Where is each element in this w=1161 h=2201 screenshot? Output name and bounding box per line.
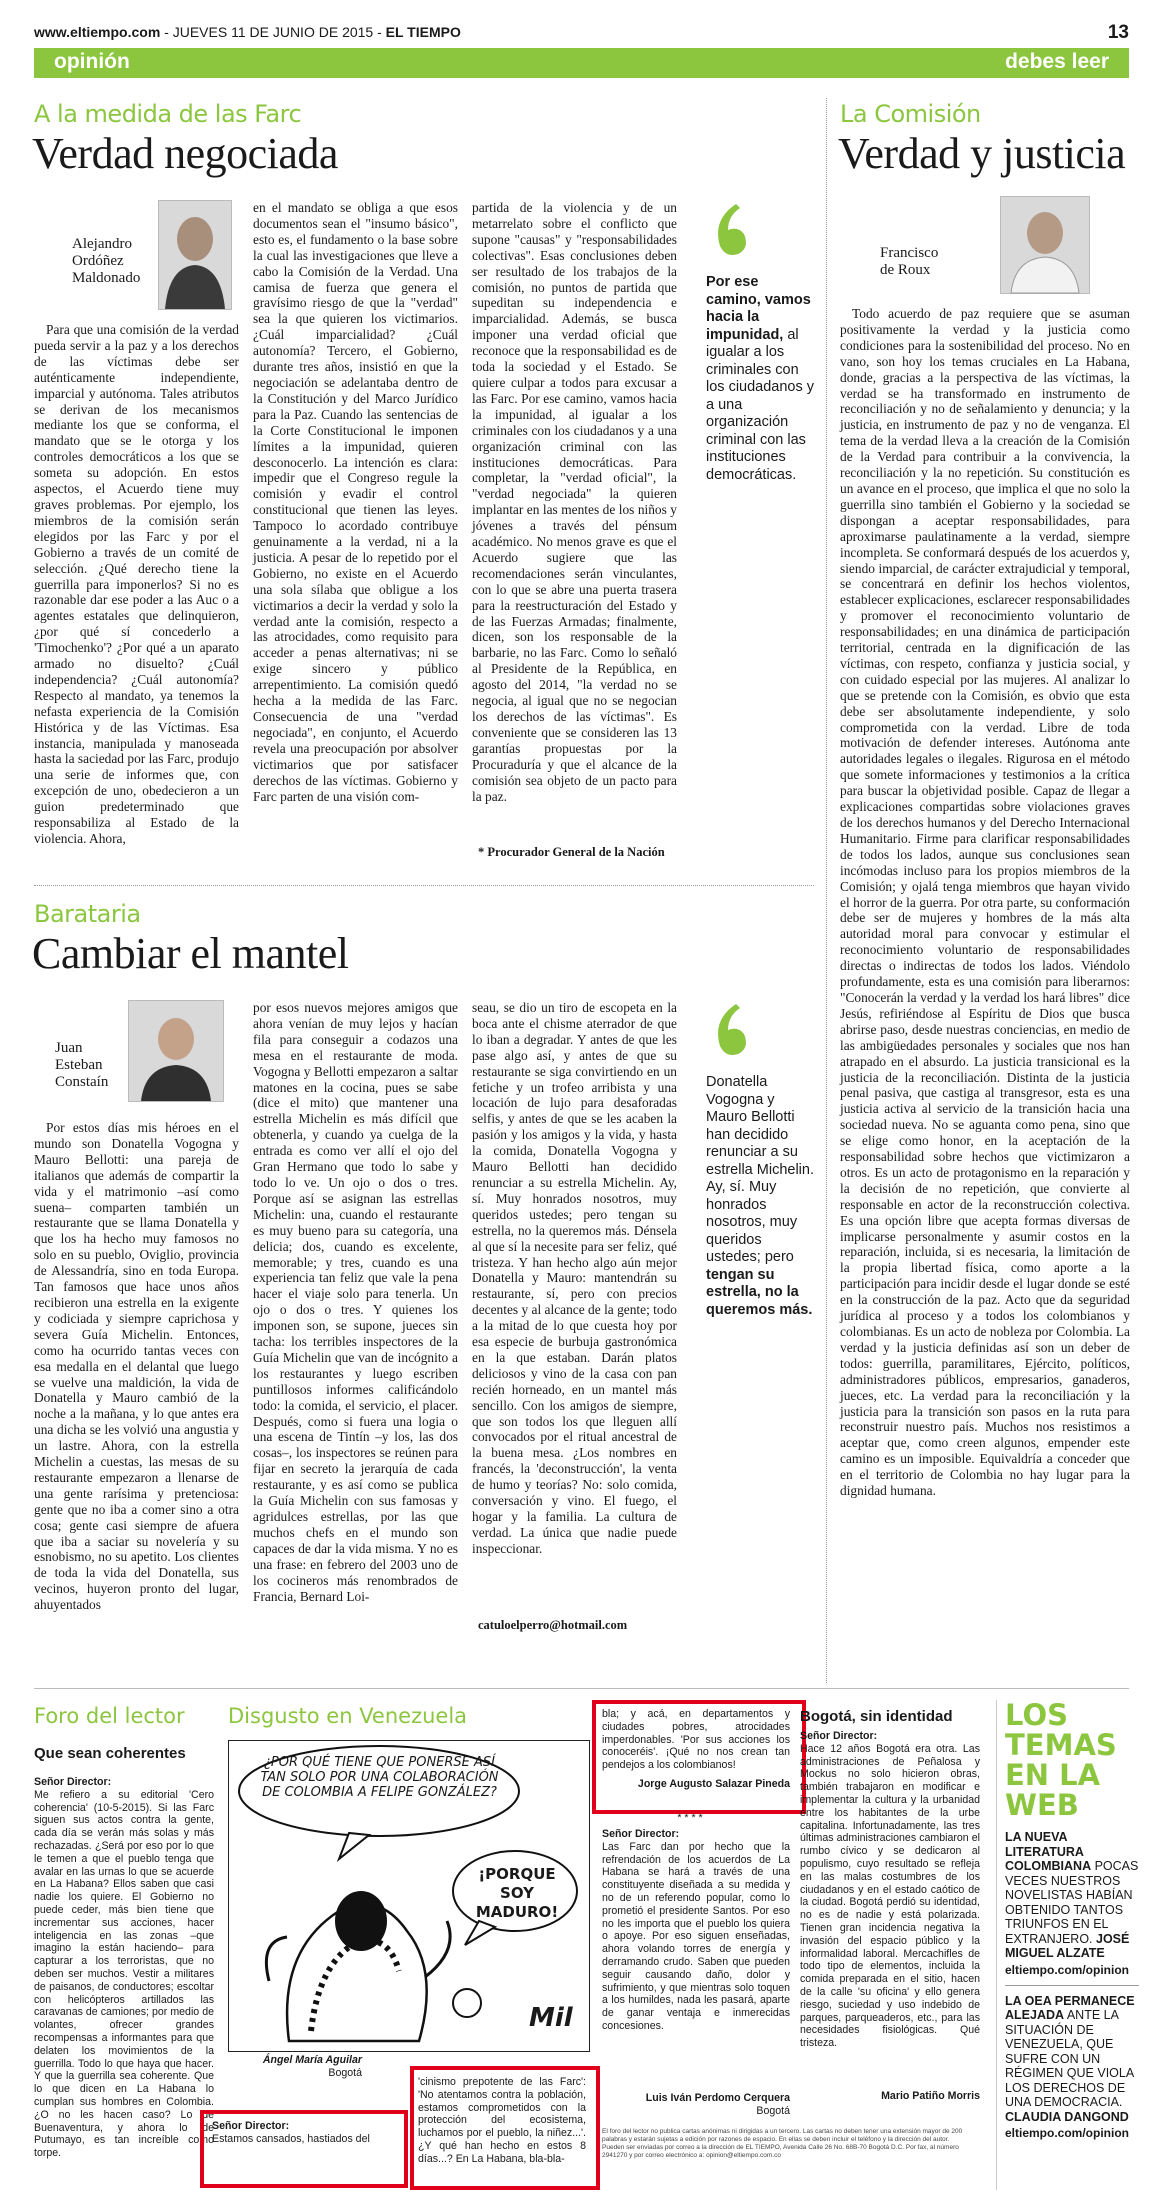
- quote-mark-icon: [706, 1000, 752, 1058]
- signer-name: Jorge Augusto Salazar Pineda: [637, 1777, 790, 1790]
- author-line: Juan: [55, 1040, 83, 1056]
- article3-quote: [706, 1000, 816, 1319]
- author-line: de Roux: [880, 262, 931, 278]
- section-bar: [34, 48, 1129, 78]
- web-link[interactable]: eltiempo.com/opinion: [1005, 1962, 1130, 1977]
- cartoon-title: Disgusto en Venezuela: [228, 1704, 468, 1728]
- author-line: Maldonado: [72, 270, 141, 286]
- author-photo: [128, 1000, 224, 1102]
- article3-kicker: Barataria: [34, 900, 141, 928]
- article3-author: [55, 1040, 135, 1091]
- cartoon: [228, 1740, 590, 2052]
- article3-email[interactable]: catuloelperro@hotmail.com: [478, 1618, 628, 1632]
- web-box: [996, 1700, 1139, 2190]
- issue-date: - JUEVES 11 DE JUNIO DE 2015 -: [160, 24, 386, 40]
- bogota-signer: Mario Patiño Morris: [881, 2090, 980, 2102]
- page-number: 13: [1107, 22, 1129, 43]
- bogota-title: Bogotá, sin identidad: [800, 1708, 953, 1725]
- author-line: Constaín: [55, 1074, 109, 1090]
- bogota-letter: [800, 1730, 980, 2060]
- article3-title: Cambiar el mantel: [32, 929, 349, 978]
- paper-name: EL TIEMPO: [385, 24, 461, 40]
- quote-text: Donatella Vogogna y Mauro Bellotti han decidido renunciar a su estrella Michelin. Ay, sí. Muy honrados nosotros, muy queridos ustedes; pero tengan su estrella, no la queremos más.: [706, 1074, 814, 1318]
- web-item-oea[interactable]: LA OEA PERMANECE ALEJADA ANTE LA SITUACIÓN DE VENEZUELA, QUE SUFRE CON UN RÉGIMEN QUE VIOLA LOS DERECHOS DE UNA DEMOCRACIA. CLAUDIA DANGOND: [1005, 1993, 1135, 2124]
- letter-text: Las Farc dan por hecho que la refrendación de los acuerdos de La Habana se hará a través de una constituyente diseñada a su medida y no de un referendo popular, como lo prometió el presidente Santos. Por eso no les importa que el pueblo los quiera o apoye. Por eso siguen enseñadas, ahora volando torres de energía y derramando crudo. Saben que pueden seguir causando daño, dolor y sufrimiento, y que mientras solo toquen a los humildes, nada les pasará, aparte de ganar ventaja e inmerecidas concesiones.: [602, 1840, 790, 2032]
- article3-col1: Por estos días mis héroes en el mundo son Donatella Vogogna y Mauro Bellotti: una pareja de italianos que además de compartir la vida y el matrimonio –así como suena– comparten también un restaurante que se llama Donatella y que los ha hecho muy famosos no solo en su pueblo, Oviglio, provincia de Alessandría, sino en toda Europa. Tan famosos que hace unos años recibieron una estrella en la exigente y codiciada y siempre caprichosa y severa Guía Michelin. Entonces, como ha ocurrido tantas veces con esa medalla en el delantal que luego se vuelve una maldición, la vida de Donatella y Mauro cambió de la noche a la mañana, y lo que antes era una dicha se les volvió una angustia y un lastre. Ahora, con la estrella Michelin a cuestas, las mesas de su restaurante empezaron a llenarse de una gente rarísima y pretenciosa: gente que no iba a comer sino a otra cosa; gente casi siempre de afuera que iba a saciar su novelería y su esnobismo, no su apetito. Los clientes de toda la vida del Donatella, sus vecinos, huyeron pronto del lugar, ahuyentados: [34, 1120, 239, 1613]
- letter-start: [212, 2120, 397, 2146]
- foro-subtitle: Que sean coherentes: [34, 1745, 186, 1762]
- cartoon-bubble-2: ¡PORQUE SOY MADURO!: [475, 1865, 559, 1921]
- letter-farc: [602, 1828, 790, 2088]
- column-divider: [826, 98, 827, 1683]
- salutation: Señor Director:: [34, 1776, 112, 1788]
- article2-title: Verdad y justicia: [838, 129, 1126, 178]
- letter-ending: bla; y acá, en departamentos y ciudades pobres, atrocidades imperdonables. 'Por sus acciones los conoceréis'. ¡Qué no nos crean tan pendejos a los colombianos! Jorge Augusto Salazar Pineda: [602, 1708, 790, 1790]
- salutation: Señor Director:: [800, 1730, 878, 1742]
- article2-body: Todo acuerdo de paz requiere que se asuman positivamente la verdad y la justicia como condiciones para la sostenibilidad del proceso. No en vano, son hoy los temas cruciales en La Habana, donde, gracias a la perspectiva de las víctimas, la verdad se ha transformado en instrumento de reconciliación y no de señalamiento y denuncia; y la justicia, en instrumento de paz y no de venganza. El tema de la verdad lleva a la creación de la Comisión de la Verdad para contribuir a la convivencia, la reconciliación y la no repetición. Su constitución es un avance en el proceso, que implica el que no solo la guerrilla sino también el Gobierno y la sociedad se dispongan a aceptar responsabilidades, para aproximarse paulatinamente a la verdad, siempre incompleta. Se conformará después de los acuerdos y, siendo imparcial, de carácter extrajudicial y temporal, se concentrará en definir los hechos violentos, establecer explicaciones, esclarecer responsabilidades y promover el reconocimiento voluntario de responsabilidades; en una dinámica de participación territorial, centrada en la dignificación de las víctimas, con respeto, confianza y justicia social, y con cuidado especial por las mujeres. Al analizar lo que se pretende con la Comisión, es obvio que esta debe ser absolutamente independiente, y solo comprometida con la verdad. Libre de toda motivación de defender intereses. Autónoma ante autoridades legales o ilegales. Rigurosa en el método que somete informaciones y testimonios a la crítica para buscar la objetividad posible. Capaz de llegar a explicaciones compartidas sobre violaciones graves de los derechos humanos y del Derecho Internacional Humanitario. Firme para clarificar responsabilidades de todos los lados, aunque sus conclusiones sean incómodas incluso para los propios miembros de la Comisión; y ojalá tenga miembros que hayan vivido el horror de la guerra. Por otra parte, su conformación debe ser de mujeres y hombres de la más alta autoridad moral para convocar y estimular el reconocimiento voluntario de responsabilidades directas o indirectas de todos los lados. Viéndolo profundamente, esta es una comisión para liberarnos: "Conocerán la verdad y la verdad los hará libres" dice Jesús, refiriéndose al Espíritu de Dios que busca abrirse paso, desde nuestras conciencias, en medio de las ambigüedades personales y sociales que nos han atrapado en el absurdo. La justicia transicional es la justicia de la reconciliación. Distinta de la justicia penal pasiva, que castiga al transgresor, esta es una justicia activa al servicio de la transición hacia una sociedad nueva. No se aguanta como pena, sino que se elige como honor, en la aceptación de la responsabilidad sobre hechos que victimizaron a otros. Es un acto de protagonismo en la reparación y la decisión de no repetición, que convierte al responsable en actor de la reconstrucción colectiva. Es una opción libre que acepta formas diversas de implicarse personalmente y asumir costos en la reparación, incluida, si es necesaria, la limitación de la propia libertad física, como aporte a la participación para incidir desde el lugar donde se esté en la construcción de la paz. Acto que da seguridad jurídica al proceso y a todos los colombianos y colombianas. Es un acto de nobleza por Colombia. La verdad y la justicia definidas así son un deber de todos: guerrilla, paramilitares, Ejército, políticos, administradores públicos, empresarios, ganaderos, jueces, etc. La verdad para la reconciliación y la justicia para la transición son pasos en la ruta para reconstruir nuestro país. Muchos nos resistimos a aceptar que, como creen algunos, empender este camino es un imposible. Equivaldría a conceder que en el territorio de Colombia no hay lugar para la dignidad humana.: [840, 306, 1130, 1499]
- salutation: Señor Director:: [212, 2120, 290, 2132]
- cartoon-signature: Mil: [529, 2003, 573, 2033]
- author-line: Esteban: [55, 1057, 103, 1073]
- signer-name: Ángel María Aguilar: [262, 2054, 362, 2066]
- quote-text: Por ese camino, vamos hacia la impunidad, al igualar a los criminales con los ciudadanos y a una organización criminal con las instituciones democráticas.: [706, 274, 815, 483]
- section-label: opinión: [54, 50, 130, 73]
- article3-col2: por esos nuevos mejores amigos que ahora venían de muy lejos y hacían fila para conseguir a codazos una mesa en el restaurante de moda. Vogogna y Bellotti empezaron a saltar matones en la cocina, pues se sabe (dice el mito) que mantener una estrella Michelin es más difícil que obtenerla, y cuando ya cuelga de la entrada es como ver allí el ojo del Gran Hermano que todo lo sabe y todo lo ve. Un ojo o dos o tres. Porque así se asignan las estrellas Michelin: una, cuando el restaurante es muy bueno para su categoría, una delicia; dos, cuando es excelente, memorable; y tres, cuando es una experiencia tan feliz que vale la pena hacer el viaje solo para tenerla. Un ojo o dos o tres. Y quienes los imponen son, se supone, jueces sin tacha: los terribles inspectores de la Guía Michelin que van de incógnito a los restaurantes y luego escriben puntillosos informes calificándolo todo: la comida, el servicio, el placer. Después, como si fuera una logia o una escena de Tintín –y los, las dos cosas–, los inspectores se reúnen para fijar en secreto la jerarquía de cada restaurante, y es así como se publica la Guía Michelin con sus famosas y agridulces estrellas, por las que muchos chefs en el mundo son capaces de dar la vida misma. Y no es una frase: en febrero del 2003 uno de los cocineros más renombrados de Francia, Bernard Loi-: [253, 1000, 458, 1604]
- article1-kicker: A la medida de las Farc: [34, 100, 302, 128]
- web-divider: [1005, 1985, 1139, 1986]
- signer-city: Bogotá: [328, 2066, 362, 2079]
- site-url[interactable]: www.eltiempo.com: [34, 24, 161, 40]
- article1-title: Verdad negociada: [32, 129, 338, 178]
- article2-author: [880, 245, 970, 279]
- quote-mark-icon: [706, 200, 752, 258]
- foro-letter2: [220, 2052, 400, 2065]
- letter-text: Hace 12 años Bogotá era otra. Las administraciones de Peñalosa y Mockus no solo hicieron obras, también trabajaron en modificar e implementar la cultura y la urbanidad entre los habitantes de la urbe capitalina. Infortunadamente, las tres últimas administraciones cambiaron el rumbo cívico y se dedicaron al populismo, cuyo resultado se refleja en las malas costumbres de los ciudadanos y en el estado caótico de la ciudad. Bogotá perdió su identidad, no es de nadie y está polarizada. Tienen gran incidencia negativa la invasión del espacio público y la informalidad laboral. Mercachifles de todo tipo de elementos, incluida la comida preparada en el sitio, hacen de la calle 'su oficina' y ello genera riesgo, suciedad y uso indebido de parques, parqueaderos, etc., para las necesidades fisiológicas. Qué tristeza.: [800, 1742, 980, 2050]
- letter-farc-signer: Luis Iván Perdomo Cerquera Bogotá: [645, 2092, 790, 2117]
- article1-col2: en el mandato se obliga a que esos documentos sean el "insumo básico", esto es, el fundamento o la base sobre la cual las investigaciones que lleve a cabo la Comisión de la Verdad. Una camisa de fuerza que genera el gravísimo riesgo de que la "verdad" sea la que quieren los victimarios. ¿Cuál imparcialidad? ¿Cuál autonomía? Tercero, el Gobierno, durante tres años, insistió en que la negociación se adelantaba dentro de la Constitución y del Marco Jurídico para la Paz. Cuando las sentencias de la Corte Constitucional le imponen límites a la impunidad, quieren desconocerlo. La intención es clara: impedir que el Congreso regule la comisión y evadir el control constitucional que tienen las leyes. Tampoco lo acordado contribuye genuinamente a la verdad, ni a la justicia. A pesar de lo repetido por el Gobierno, no existe en el Acuerdo una sola sílaba que obligue a los victimarios a decir la verdad y solo la verdad ante la comisión, respecto a las atrocidades, como requisito para acceder a penas alternativas; ni se exige sincero y público arrepentimiento. La comisión quedó hecha a la medida de las Farc. Consecuencia de una "verdad negociada", en conjunto, el Acuerdo revela una preocupación por absolver victimarios que por satisfacer derechos de las víctimas. Gobierno y Farc parten de una visión com-: [253, 200, 458, 804]
- cartoon-bubble-1: ¿POR QUÉ TIENE QUE PONERSE ASÍ TAN SOLO POR UNA COLABORACIÓN DE COLOMBIA A FELIPE GONZÁLEZ?: [260, 1755, 499, 1800]
- author-line: Ordóñez: [72, 253, 124, 269]
- author-line: Alejandro: [72, 236, 132, 252]
- web-title: LOS TEMAS EN LA WEB: [1005, 1698, 1117, 1822]
- salutation: Señor Director:: [602, 1828, 680, 1840]
- article1-author: [72, 236, 152, 287]
- article3-col3: seau, se dio un tiro de escopeta en la boca ante el chisme aterrador de que lo iban a degradar. Y antes de que les pase algo así, y antes de que su restaurante se siga convirtiendo en un fetiche y un trofeo arribista y una locación de lujo para desaforadas selfis, y antes de que se les acaben la pasión y los amigos y la vida, y hasta la comida, Donatella Vogogna y Mauro Bellotti han decidido renunciar a su estrella Michelin. Ay, sí. Muy honrados nosotros, muy queridos ustedes; pero tengan su estrella, no la queremos más. Dénsela al que sí la necesite para ser feliz, qué tristeza. Y han hecho algo aún mejor Donatella y Mauro: mantendrán su restaurante, sí, pero con precios decentes y al alcance de la gente; todo a la mitad de lo que cuesta hoy por esa especie de burbuja gastronómica en la que estaban. Darán platos deliciosos y vino de la casa con pan recién horneado, en un mantel más sencillo. Con los amigos de siempre, que son todos los que lleguen allí convocados por el ritual ancestral de la buena mesa. ¿Los nombres en francés, la 'deconstrucción', la venta de humo y teorías? No: solo comida, conversación y vino. El fuego, el hogar y la familia. La cultura de verdad. La única que nadie puede inspeccionar.: [472, 1000, 677, 1556]
- section-divider: [34, 885, 814, 886]
- letter-text: Estamos cansados, hastiados del: [212, 2132, 370, 2145]
- author-line: Francisco: [880, 245, 939, 261]
- author-portrait-icon: [129, 1001, 223, 1101]
- author-photo: [158, 200, 232, 310]
- author-photo: [1000, 196, 1090, 294]
- bottom-divider: [34, 1688, 1129, 1689]
- article1-quote: [706, 200, 816, 484]
- masthead: [34, 24, 1129, 44]
- article1-col1: Para que una comisión de la verdad pueda servir a la paz y a los derechos de las víctimas debe ser auténticamente independiente, imparcial y autónoma. Tales atributos se derivan de los mecanismos mediante los que se conforma, el mandato que se le otorga y los controles democráticos a los que se someta su adopción. En estos aspectos, el Acuerdo tiene muy graves problemas. Por ejemplo, los miembros de la comisión serán elegidos por las Farc y por el Gobierno a través de un comité de selección. ¿Qué derecho tiene la guerrilla para imponerlos? Si no es razonable dar ese poder a las Auc o a agentes estatales que delinquieron, ¿por qué sí concederlo a 'Timochenko'? ¿Por qué a un aparato armado no disuelto? ¿Cuál independencia? ¿Cuál autonomía? Respecto al mandato, ya tenemos la nefasta experiencia de la Comisión Histórica y de las Víctimas. Esa instancia, manipulada y manoseada hasta la saciedad por las Farc, produjo una serie de informes que, con excepción de uno, obedecieron a un guion predeterminado que responsabiliza al Estado de la violencia. Ahora,: [34, 322, 239, 846]
- foro-title: Foro del lector: [34, 1704, 185, 1728]
- author-portrait-icon: [1001, 197, 1089, 293]
- article1-col3: partida de la violencia y de un metarrelato sobre el conflicto que supone "causas" y "responsabilidades colectivas". Esas conclusiones deben ser resultado de los trabajos de la comisión, no puntos de partida que supeditan su independencia e imparcialidad. Además, se busca imponer una verdad oficial que reconoce que la responsabilidad es de toda la sociedad y el Estado. Se quiere culpar a todos para excusar a las Farc. Por ese camino, vamos hacia la impunidad, al igualar a los criminales con los ciudadanos y a una organización criminal con las instituciones democráticas. Para completar, la "verdad oficial", la "verdad negociada" la quieren implantar en las mentes de los niños y jóvenes a través del pénsum académico. No menos grave es que el Acuerdo sugiere que las recomendaciones serán vinculantes, con lo que se abre una puerta trasera para la reestructuración del Estado y de las Fuerzas Armadas; finalmente, dicen, son los responsable de la barbarie, no las Farc. Como lo señaló al Presidente de la República, en agosto del 2014, "la verdad no se negocia, al igual que no se negocian los derechos de las víctimas". Es conveniente que se consideren las 13 garantías propuestas por la Procuraduría y que el alcance de la comisión sea objeto de un pacto para la paz.: [472, 200, 677, 804]
- separator-stars: * * * *: [677, 1812, 703, 1824]
- web-item-literatura[interactable]: LA NUEVA LITERATURA COLOMBIANA POCAS VECES NUESTROS NOVELISTAS HABÍAN OBTENIDO TANTOS TRIUNFOS EN EL EXTRANJERO. JOSÉ MIGUEL ALZATE: [1005, 1830, 1139, 1960]
- section-right-label: debes leer: [1005, 50, 1109, 73]
- letter-continuation: 'cinismo prepotente de las Farc': 'No atentamos contra la población, estamos comprometidos con la protección del ecosistema, luchamos por el pueblo, la niñez...'. ¿Y qué han hecho en estos 8 días...? En La Habana, bla-bla-: [418, 2076, 586, 2165]
- letter-text: Me refiero a su editorial 'Cero coherencia' (10-5-2015). Si las Farc siguen sus actos contra la gente, cada día se verán más solas y más rechazadas. ¿Será por eso por lo que le temen a que el pueblo tenga que avalar en las urnas lo que se acuerde en La Habana? Ellos saben que casi nadie los quiere. El Gobierno no puede ceder, más bien tiene que incrementar sus acciones, hacer inteligencia en las zonas –que imagino la están haciendo– para capturar a los terroristas, que no deben ser muchos. Vestir a militares de paisanos, de conductores; escoltar con helicópteros artillados las caravanas de camiones; por medio de volantes, ofrecer grandes recompensas a informantes para que delaten los movimientos de la guerrilla. Todo lo que haya que hacer. Y que la guerrilla sea coherente. Que lo que dicen en La Habana lo cumplan sus hombres en Colombia. ¿O no les hacen caso? Lo de Buenaventura, y ahora lo de Putumayo, es tan increíble como torpe.: [34, 1788, 214, 2160]
- article1-signature: * Procurador General de la Nación: [478, 845, 665, 859]
- footnote: El foro del lector no publica cartas anónimas ni dirigidas a un tercero. Las cartas no deben tener una extensión mayor de 200 palabras y estarán sujetas a edición por razones de espacio. En ellas se deben incluir el teléfono y la dirección del autor. Pueden ser enviadas por correo a la dirección de EL TIEMPO, Avenida Calle 26 No. 68B-70 Bogotá D.C. Por fax, al número 2941270 y por correo electrónico a: opinion@eltiempo.com.co: [602, 2128, 963, 2159]
- author-portrait-icon: [159, 201, 231, 309]
- foro-letter: [34, 1776, 214, 2160]
- web-link[interactable]: eltiempo.com/opinion: [1005, 2126, 1130, 2140]
- article2-kicker: La Comisión: [840, 100, 981, 128]
